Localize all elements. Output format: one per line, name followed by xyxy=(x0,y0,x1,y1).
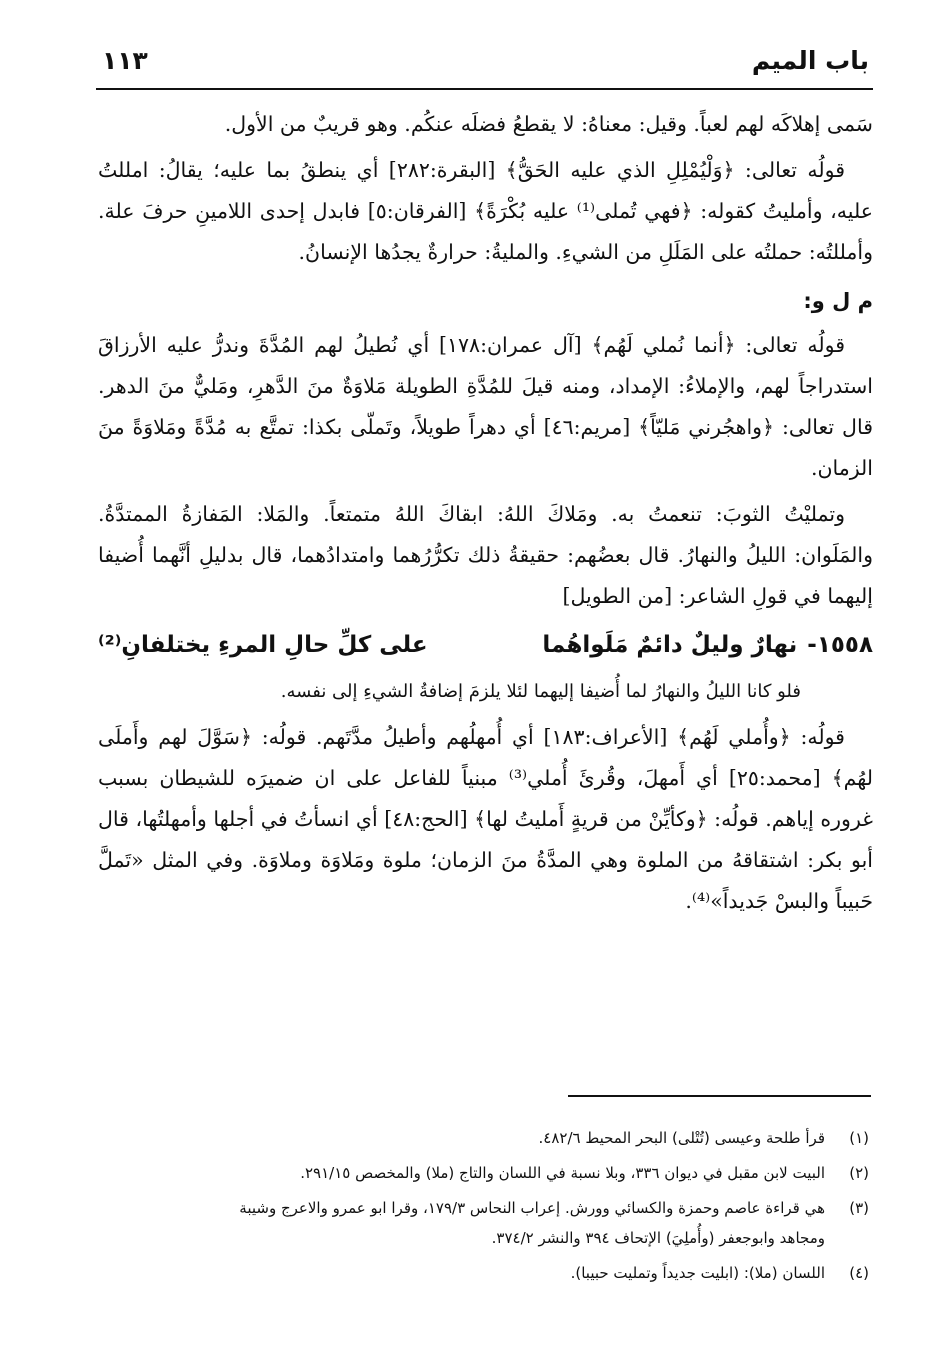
footnote-number: (٢) xyxy=(849,1164,869,1182)
footnote-item xyxy=(98,1258,869,1288)
footnotes xyxy=(98,1123,869,1293)
verse-second-hemistich: على كلِّ حالِ المرءِ يختلفانِ⁽²⁾ xyxy=(98,632,428,658)
poetry-verse xyxy=(98,622,873,668)
main-text xyxy=(98,104,873,927)
footnote-number: (١) xyxy=(849,1129,869,1147)
verse-first-hemistich xyxy=(542,622,873,668)
footnote-text: البيت لابن مقبل في ديوان ٣٣٦، وبلا نسبة في اللسان والتاج (ملا) والمخصص ٢٩١/١٥. xyxy=(300,1164,825,1182)
verse-number: ١٥٥٨- xyxy=(807,632,873,658)
footnote-text: هي قراءة عاصم وحمزة والكسائي وورش. إعراب النحاس ١٧٩/٣، وقرا ابو عمرو والاعرج وشيبة xyxy=(239,1199,825,1217)
paragraph: قولُه تعالى: ﴿أنما نُملي لَهُم﴾ [آل عمران:١٧٨] أي نُطيلُ لهم المُدَّةَ وندرُّ عليه الأرزاقَ استدراجاً لهم، والإملاءُ: الإمداد، ومنه قيلَ للمُدَّةِ الطويلة مَلاوَةٌ منَ الدَّهرِ، ومَليٌّ منَ الدهر. قال تعالى: ﴿واهجُرني مَليّاً﴾ [مريم:٤٦] أي دهراً طويلاً، وتَملّى بكذا: تمتَّع به مُدَّةً ومَلاوَةً منَ الزمان. xyxy=(98,333,873,480)
root-heading: م ل و: xyxy=(803,289,873,313)
footnote-item xyxy=(98,1123,869,1153)
paragraph: وتمليْتُ الثوبَ: تنعمتُ به. ومَلاكَ اللهُ: ابقاكَ اللهُ متمتعاً. والمَلا: المَفازةُ الممتدَّةُ. والمَلَوان: الليلُ والنهارُ. قال بعضُهم: حقيقةُ ذلك تكرُّرُهما وامتدادُهما، قال بدليلِ أنَّهما أُضيفا إليهما في قولِ الشاعر: [من الطويل] xyxy=(98,502,873,608)
footnote-number: (٤) xyxy=(849,1264,869,1282)
page-header xyxy=(96,40,873,90)
paragraph: قولُه: ﴿وأُملي لَهُم﴾ [الأعراف:١٨٣] أي أُمهلُهم وأطيلُ مدَّتَهم. قولُه: ﴿سَوَّلَ لهم وأَملَى لهُم﴾ [محمد:٢٥] أي أَمهلَ، وقُرئَ أُملي⁽³⁾ مبنياً للفاعل على ان ضميرَه للشيطان بسبب غروره إياهم. قولُه: ﴿وكأيِّنْ من قريةٍ أَمليتُ لها﴾ [الحج:٤٨] أي انسأتُ في أجلها وأمهلتُها، قال أبو بكر: اشتقاقهُ من الملوة وهي المدَّةُ منَ الزمان؛ ملوة ومَلاوَة وملاوَة. وفي المثل «تَملَّ حَبيباً والبسْ جَديداً»⁽⁴⁾. xyxy=(98,725,873,913)
page-number: ١١٣ xyxy=(102,46,148,75)
chapter-title: باب الميم xyxy=(751,46,869,75)
footnote-divider xyxy=(568,1095,871,1097)
footnote-text: اللسان (ملا): (ابليت جديداً وتمليت حبيبا). xyxy=(570,1264,825,1282)
footnote-text: قرأ طلحة وعيسى (تُتْلى) البحر المحيط ٤٨٢/٦. xyxy=(538,1129,825,1147)
verse-first-text: نهارٌ وليلٌ دائمٌ مَلَواهُما xyxy=(542,632,798,658)
footnote-number: (٣) xyxy=(849,1199,869,1217)
paragraph: قولُه تعالى: ﴿وَلْيُمْلِلِ الذي عليه الحَقُّ﴾ [البقرة:٢٨٢] أي ينطقُ بما عليه؛ يقالُ: امللتُ عليه، وأمليتُ كقوله: ﴿فهي تُملى⁽¹⁾ عليه بُكْرَةً﴾ [الفرقان:٥] فابدل إحدى اللامينِ حرفَ علة. وأمللتُه: حملتُه على المَلَلِ من الشيءِ. والمليةُ: حرارةٌ يجدُها الإنسانُ. xyxy=(98,158,873,264)
footnote-item xyxy=(98,1158,869,1188)
footnote-continuation: ومجاهد وابوجعفر (وأُملِيَ) الإتحاف ٣٩٤ والنشر ٣٧٤/٢. xyxy=(491,1229,825,1247)
paragraph: سَمى إهلاكَه لهم لعباً. وقيل: معناهُ: لا يقطعُ فضلَه عنكُم. وهو قريبٌ من الأول. xyxy=(224,112,873,136)
verse-note: فلو كانا الليلُ والنهارُ لما أُضيفا إليهما لئلا يلزمَ إضافةُ الشيءِ إلى نفسه. xyxy=(280,681,801,702)
footnote-item xyxy=(98,1193,869,1223)
